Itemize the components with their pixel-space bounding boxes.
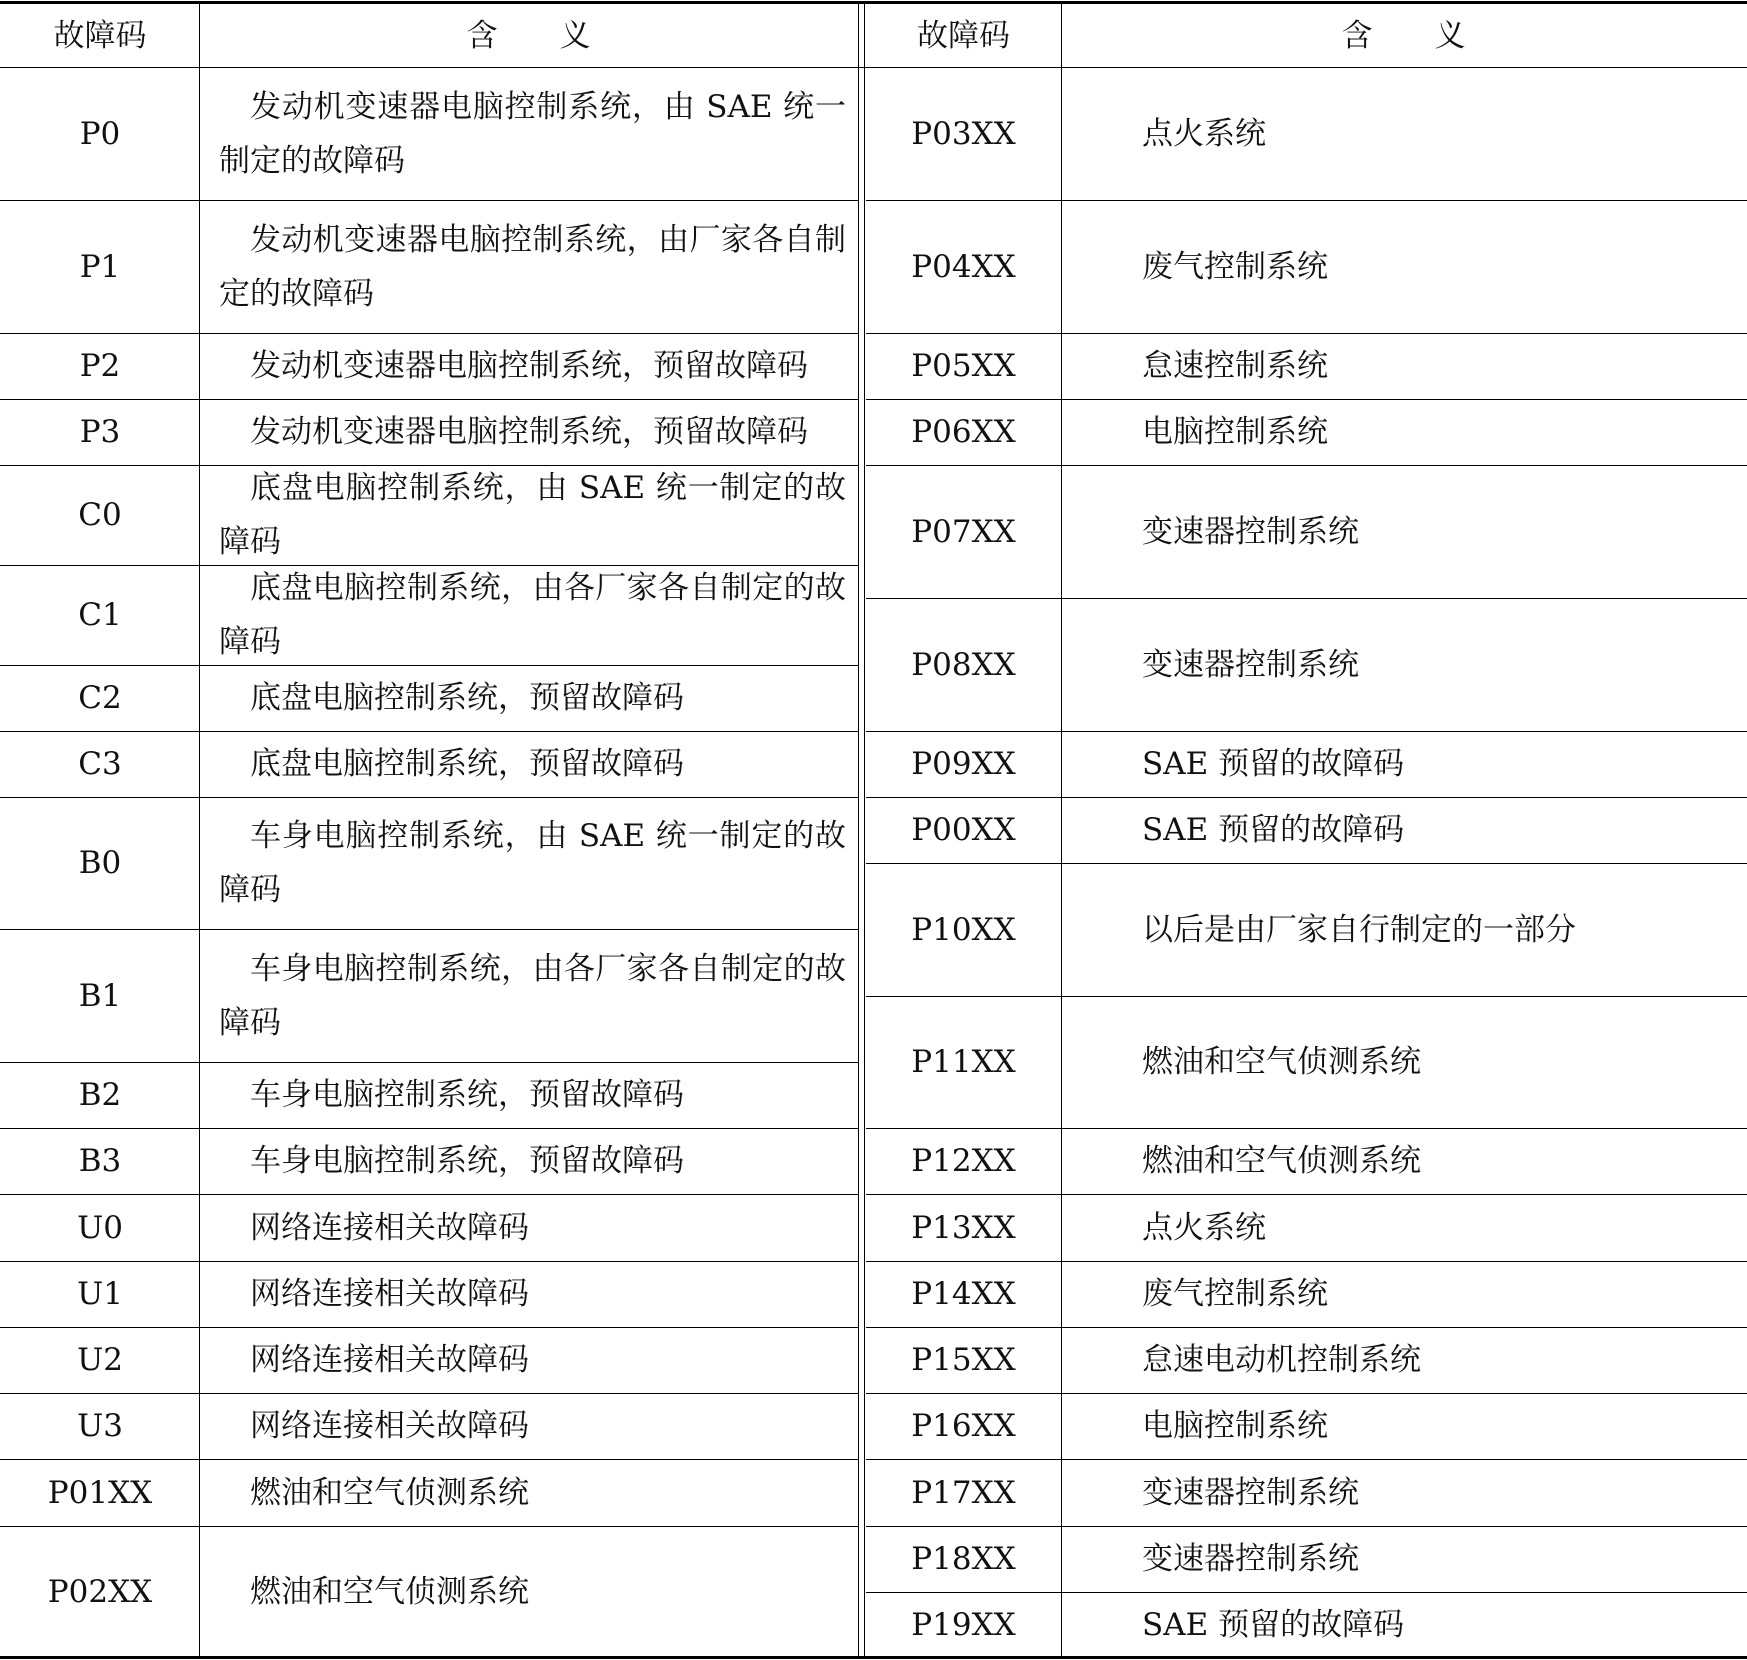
- table-top-rule: [0, 1, 1747, 4]
- left-fault-meaning: [199, 68, 858, 200]
- right-fault-meaning-text: 以后是由厂家自行制定的一部分: [1142, 911, 1576, 948]
- left-fault-code: U2: [77, 1342, 123, 1378]
- right-fault-meaning-text: 点火系统: [1142, 1209, 1266, 1246]
- left-fault-meaning-text: 车身电脑控制系统，预留故障码: [250, 1143, 684, 1179]
- right-fault-meaning: [1061, 1128, 1746, 1194]
- left-fault-code: P0: [79, 116, 121, 152]
- right-fault-meaning: [1061, 1459, 1746, 1526]
- right-fault-code: P13XX: [911, 1209, 1016, 1246]
- right-fault-meaning-text: 怠速电动机控制系统: [1142, 1342, 1421, 1378]
- left-fault-meaning: [199, 1194, 858, 1261]
- right-fault-meaning: [1061, 731, 1746, 797]
- left-fault-meaning-text: 发动机变速器电脑控制系统，由厂家各自制定的故障码: [219, 221, 846, 312]
- right-fault-meaning: [1061, 863, 1746, 996]
- header-right-meaning: 含 义: [1341, 18, 1466, 54]
- left-fault-meaning: [199, 665, 858, 731]
- right-fault-meaning-text: 怠速控制系统: [1142, 348, 1328, 384]
- right-fault-code: P10XX: [911, 911, 1016, 948]
- left-fault-meaning: [199, 731, 858, 797]
- right-fault-code: P12XX: [911, 1143, 1016, 1179]
- right-fault-meaning: [1061, 598, 1746, 731]
- left-fault-meaning-text: 底盘电脑控制系统，由 SAE 统一制定的故障码: [219, 470, 846, 560]
- right-fault-code: P16XX: [911, 1408, 1016, 1444]
- left-fault-meaning-text: 车身电脑控制系统，由 SAE 统一制定的故障码: [219, 818, 846, 908]
- left-fault-code: B2: [78, 1077, 122, 1113]
- left-fault-meaning-text: 底盘电脑控制系统，预留故障码: [250, 680, 684, 716]
- right-fault-meaning-text: 燃油和空气侦测系统: [1142, 1143, 1421, 1179]
- right-fault-code: P07XX: [911, 513, 1016, 550]
- left-fault-code: P01XX: [47, 1474, 153, 1511]
- right-fault-meaning-text: 废气控制系统: [1142, 1276, 1328, 1312]
- right-fault-meaning-text: 电脑控制系统: [1142, 414, 1328, 450]
- center-divider-a: [858, 1, 859, 1658]
- right-fault-meaning-text: SAE 预留的故障码: [1142, 1606, 1405, 1643]
- left-fault-meaning: [199, 1062, 858, 1128]
- right-fault-meaning-text: SAE 预留的故障码: [1142, 812, 1405, 848]
- left-fault-code: U3: [77, 1408, 123, 1444]
- left-fault-meaning: [199, 1128, 858, 1194]
- left-fault-code: C0: [78, 497, 122, 533]
- left-fault-meaning-text: 发动机变速器电脑控制系统，预留故障码: [250, 348, 808, 384]
- left-fault-meaning-text: 车身电脑控制系统，由各厂家各自制定的故障码: [219, 950, 846, 1041]
- right-fault-meaning-text: 变速器控制系统: [1142, 646, 1359, 683]
- right-fault-meaning-text: 点火系统: [1142, 116, 1266, 152]
- left-fault-meaning-text: 发动机变速器电脑控制系统，预留故障码: [250, 414, 808, 450]
- right-fault-code: P14XX: [911, 1276, 1016, 1312]
- center-divider-b: [864, 1, 865, 1658]
- left-fault-meaning-text: 网络连接相关故障码: [250, 1209, 529, 1246]
- left-fault-meaning: [199, 929, 858, 1062]
- left-fault-code: P2: [79, 348, 121, 384]
- right-fault-code: P03XX: [911, 116, 1016, 152]
- left-fault-meaning: [199, 399, 858, 465]
- left-fault-code: P1: [79, 248, 121, 285]
- left-fault-meaning: [199, 465, 858, 565]
- right-fault-meaning: [1061, 996, 1746, 1128]
- left-fault-code: C2: [78, 680, 122, 716]
- right-fault-meaning: [1061, 465, 1746, 598]
- right-fault-code: P17XX: [911, 1474, 1016, 1511]
- header-left-meaning: 含 义: [466, 18, 591, 54]
- right-fault-code: P09XX: [911, 746, 1016, 782]
- left-fault-meaning-text: 底盘电脑控制系统，由各厂家各自制定的故障码: [219, 570, 846, 660]
- right-fault-meaning: [1061, 1261, 1746, 1327]
- header-left-code: 故障码: [53, 18, 147, 54]
- right-fault-code: P11XX: [911, 1044, 1016, 1080]
- left-fault-meaning: [199, 200, 858, 333]
- left-fault-meaning: [199, 1393, 858, 1459]
- left-fault-meaning: [199, 1327, 858, 1393]
- right-fault-meaning: [1061, 200, 1746, 333]
- right-fault-meaning-text: SAE 预留的故障码: [1142, 746, 1405, 782]
- left-fault-code: B1: [78, 977, 122, 1014]
- header-right-code: 故障码: [917, 18, 1010, 54]
- right-fault-meaning: [1061, 1393, 1746, 1459]
- left-fault-meaning-text: 燃油和空气侦测系统: [250, 1573, 529, 1610]
- right-fault-meaning-text: 变速器控制系统: [1142, 513, 1359, 550]
- right-fault-meaning: [1061, 1194, 1746, 1261]
- right-fault-meaning-text: 燃油和空气侦测系统: [1142, 1044, 1421, 1080]
- right-fault-code: P06XX: [911, 414, 1016, 450]
- left-fault-meaning-text: 车身电脑控制系统，预留故障码: [250, 1077, 684, 1113]
- right-fault-meaning: [1061, 1327, 1746, 1393]
- left-fault-meaning: [199, 1261, 858, 1327]
- left-fault-meaning-text: 燃油和空气侦测系统: [250, 1474, 529, 1511]
- right-fault-code: P05XX: [911, 348, 1016, 384]
- left-fault-meaning-text: 网络连接相关故障码: [250, 1342, 529, 1378]
- right-fault-code: P19XX: [911, 1606, 1016, 1643]
- left-fault-meaning: [199, 797, 858, 929]
- left-fault-meaning-text: 网络连接相关故障码: [250, 1276, 529, 1312]
- right-fault-code: P08XX: [911, 646, 1016, 683]
- right-fault-meaning: [1061, 797, 1746, 863]
- right-fault-meaning-text: 变速器控制系统: [1142, 1474, 1359, 1511]
- left-fault-code: B0: [78, 845, 122, 881]
- left-fault-code: C3: [78, 746, 122, 782]
- left-fault-code: U1: [77, 1276, 123, 1312]
- right-fault-meaning-text: 变速器控制系统: [1142, 1541, 1359, 1577]
- right-fault-meaning-text: 废气控制系统: [1142, 248, 1328, 285]
- left-fault-code: P02XX: [47, 1573, 153, 1610]
- right-fault-meaning: [1061, 1526, 1746, 1592]
- left-fault-meaning-text: 发动机变速器电脑控制系统，由 SAE 统一制定的故障码: [219, 89, 846, 179]
- left-fault-meaning: [199, 1459, 858, 1526]
- left-fault-meaning-text: 网络连接相关故障码: [250, 1408, 529, 1444]
- right-fault-meaning: [1061, 333, 1746, 399]
- left-fault-code: U0: [77, 1209, 123, 1246]
- right-fault-code: P00XX: [911, 812, 1016, 848]
- left-fault-code: C1: [78, 597, 122, 633]
- right-fault-code: P15XX: [911, 1342, 1016, 1378]
- left-fault-meaning-text: 底盘电脑控制系统，预留故障码: [250, 746, 684, 782]
- right-fault-meaning: [1061, 68, 1746, 200]
- left-fault-meaning: [199, 1526, 858, 1657]
- left-fault-code: B3: [78, 1143, 122, 1179]
- left-fault-meaning: [199, 333, 858, 399]
- right-fault-meaning: [1061, 399, 1746, 465]
- left-fault-code: P3: [79, 414, 121, 450]
- right-fault-meaning-text: 电脑控制系统: [1142, 1408, 1328, 1444]
- right-fault-meaning: [1061, 1592, 1746, 1657]
- right-fault-code: P04XX: [911, 248, 1016, 285]
- right-fault-code: P18XX: [911, 1541, 1016, 1577]
- left-fault-meaning: [199, 565, 858, 665]
